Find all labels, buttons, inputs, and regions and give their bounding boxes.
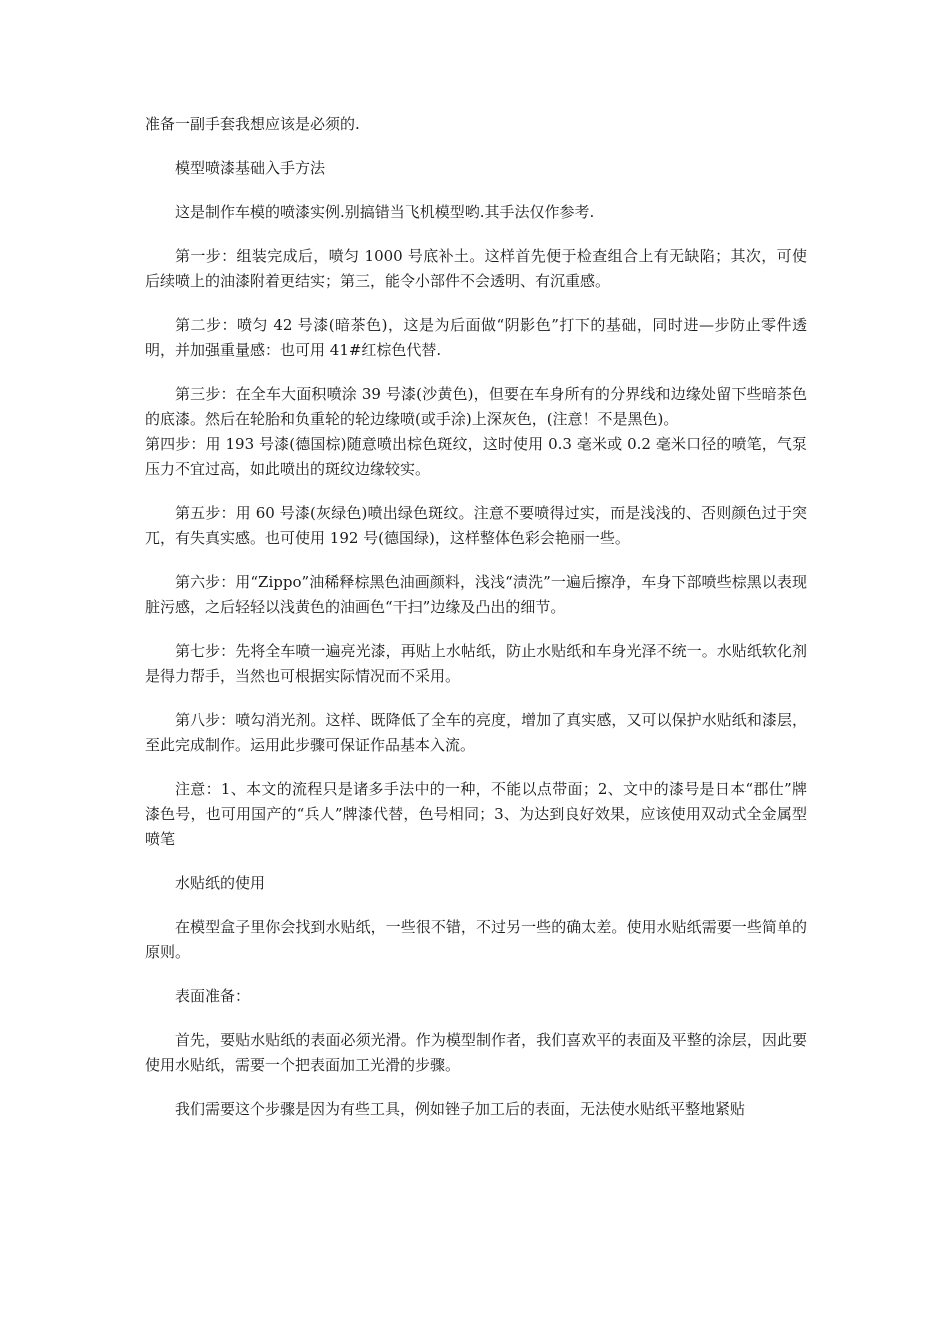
heading-decals: 水贴纸的使用: [175, 874, 266, 892]
paragraph-step-8: 第八步：喷勾消光剂。这样、既降低了全车的亮度，增加了真实感，又可以保护水贴纸和漆层，至此完成制作。运用此步骤可保证作品基本入流。: [145, 711, 807, 754]
paragraph-step-6: 第六步：用“Zippo”油稀释棕黑色油画颜料，浅浅“渍洗”一遍后擦净，车身下部喷些棕黑以表现脏污感，之后轻轻以浅黄色的油画色“干扫”边缘及凸出的细节。: [145, 573, 807, 616]
paragraph-notes: 注意：1、本文的流程只是诸多手法中的一种，不能以点带面；2、文中的漆号是日本“郡仕”牌漆色号，也可用国产的“兵人”牌漆代替，色号相同；3、为达到良好效果，应该使用双动式全金属型喷笔: [145, 780, 807, 848]
document-body: [145, 112, 807, 1141]
paragraph-step-3: 第三步：在全车大面积喷涂 39 号漆(沙黄色)，但要在车身所有的分界线和边缘处留下些暗茶色的底漆。然后在轮胎和负重轮的轮边缘喷(或手涂)上深灰色，(注意！不是黑色)。: [145, 385, 807, 428]
paragraph-step-5: 第五步：用 60 号漆(灰绿色)喷出绿色斑纹。注意不要喷得过实，而是浅浅的、否则颜色过于突兀，有失真实感。也可使用 192 号(德国绿)，这样整体色彩会艳丽一些。: [145, 504, 807, 547]
heading-spray-basics: 模型喷漆基础入手方法: [175, 159, 326, 177]
paragraph-step-7: 第七步：先将全车喷一遍亮光漆，再贴上水帖纸，防止水贴纸和车身光泽不统一。水贴纸软化剂是得力帮手，当然也可根据实际情况而不采用。: [145, 642, 807, 685]
paragraph-surface-1: 首先，要贴水贴纸的表面必须光滑。作为模型制作者，我们喜欢平的表面及平整的涂层，因此要使用水贴纸，需要一个把表面加工光滑的步骤。: [145, 1031, 807, 1074]
paragraph-step-2: 第二步：喷匀 42 号漆(暗茶色)，这是为后面做“阴影色”打下的基础，同时进—步防止零件透明，并加强重量感：也可用 41#红棕色代替.: [145, 316, 807, 359]
paragraph-1: 准备一副手套我想应该是必须的.: [145, 115, 360, 133]
paragraph-surface-2: 我们需要这个步骤是因为有些工具，例如锉子加工后的表面，无法使水贴纸平整地紧贴: [175, 1100, 746, 1118]
heading-surface-prep: 表面准备：: [175, 987, 251, 1005]
paragraph-step-1: 第一步：组装完成后，喷匀 1000 号底补土。这样首先便于检查组合上有无缺陷；其次，可使后续喷上的油漆附着更结实；第三，能令小部件不会透明、有沉重感。: [145, 247, 807, 290]
paragraph-intro: 这是制作车模的喷漆实例.别搞错当飞机模型哟.其手法仅作参考.: [175, 203, 595, 221]
paragraph-step-4: 第四步：用 193 号漆(德国棕)随意喷出棕色斑纹，这时使用 0.3 毫米或 0.2 毫米口径的喷笔，气泵压力不宜过高，如此喷出的斑纹边缘较实。: [145, 435, 807, 478]
paragraph-decals-intro: 在模型盒子里你会找到水贴纸，一些很不错，不过另一些的确太差。使用水贴纸需要一些简单的原则。: [145, 918, 807, 961]
